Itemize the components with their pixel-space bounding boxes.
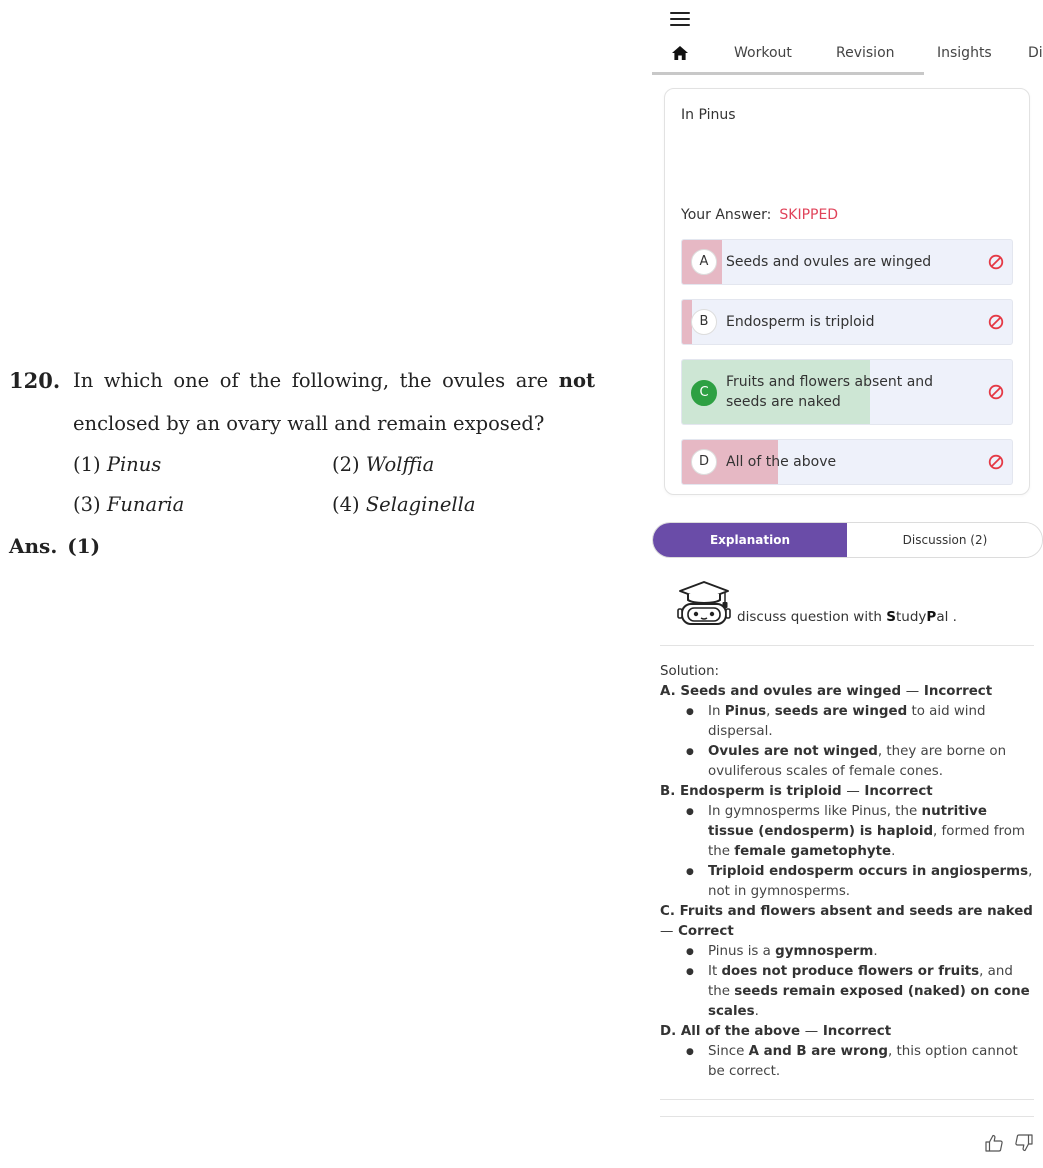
list-item: ● Ovules are not winged, they are borne on ovuliferous scales of female cones. [708, 742, 1036, 782]
option-a-letter: A [691, 249, 717, 275]
option-c-text: Fruits and flowers absent and seeds are naked [726, 374, 934, 410]
studypal-link[interactable]: discuss question with StudyPal . [737, 609, 957, 625]
solution-section [660, 662, 1036, 1082]
list-item: ● In Pinus, seeds are winged to aid wind dispersal. [708, 702, 1036, 742]
divider [660, 645, 1034, 646]
answer-status: SKIPPED [779, 207, 839, 223]
your-answer: Your Answer: SKIPPED [681, 207, 839, 223]
practice-panel [652, 0, 1043, 1168]
tab-revision[interactable]: Revision [836, 45, 895, 61]
option-a[interactable] [681, 239, 1013, 285]
answer-line: Ans. (1) [9, 534, 101, 558]
solution-option-a-heading: A. Seeds and ovules are winged — Incorrect [660, 684, 993, 699]
question-emphasis: not [558, 369, 595, 392]
solution-option-b-points [660, 802, 1036, 902]
solution-option-d-points [660, 1042, 1036, 1082]
thumbs-up-icon[interactable] [984, 1133, 1004, 1153]
tab-active-indicator [652, 72, 924, 75]
option-d-text: All of the above [726, 454, 837, 470]
question-number: 120. [9, 368, 61, 393]
question-line-2: enclosed by an ovary wall and remain exposed? [73, 412, 545, 435]
ban-icon [988, 384, 1004, 400]
hamburger-menu-icon[interactable] [670, 12, 690, 28]
studypal-robot-icon[interactable] [674, 578, 732, 626]
ban-icon [988, 254, 1004, 270]
ban-icon [988, 454, 1004, 470]
top-tabs [652, 40, 1043, 76]
list-item: ● It does not produce flowers or fruits, and the seeds remain exposed (naked) on cone scales. [708, 962, 1036, 1022]
option-c[interactable] [681, 359, 1013, 425]
list-item: ● Since A and B are wrong, this option cannot be correct. [708, 1042, 1036, 1082]
thumbs-down-icon[interactable] [1014, 1133, 1034, 1153]
divider [660, 1116, 1034, 1117]
solution-option-b-heading: B. Endosperm is triploid — Incorrect [660, 784, 933, 799]
tab-insights[interactable]: Insights [937, 45, 992, 61]
tab-explanation[interactable]: Explanation [653, 523, 847, 557]
tab-di[interactable]: Di [1028, 45, 1043, 61]
solution-title: Solution: [660, 664, 720, 679]
home-icon[interactable] [672, 46, 688, 60]
ban-icon [988, 314, 1004, 330]
question-card [664, 88, 1030, 495]
list-item: ● Pinus is a gymnosperm. [708, 942, 1036, 962]
option-a-text: Seeds and ovules are winged [726, 254, 932, 270]
option-b-letter: B [691, 309, 717, 335]
question-option-1: (1) Pinus [73, 453, 162, 476]
explanation-discussion-toggle [652, 522, 1043, 558]
option-b-text: Endosperm is triploid [726, 314, 875, 330]
option-d-letter: D [691, 449, 717, 475]
list-item: ● Triploid endosperm occurs in angiosperms, not in gymnosperms. [708, 862, 1036, 902]
tab-discussion[interactable]: Discussion (2) [848, 523, 1042, 557]
divider [660, 1099, 1034, 1100]
option-c-letter: C [691, 380, 717, 406]
tab-workout[interactable]: Workout [734, 45, 792, 61]
solution-option-c-points [660, 942, 1036, 1022]
solution-option-a-points [660, 702, 1036, 782]
list-item: ● In gymnosperms like Pinus, the nutritive tissue (endosperm) is haploid, formed from the female gametophyte. [708, 802, 1036, 862]
option-d[interactable] [681, 439, 1013, 485]
solution-option-c-heading: C. Fruits and flowers absent and seeds are naked — Correct [660, 904, 1033, 939]
option-b[interactable] [681, 299, 1013, 345]
question-option-2: (2) Wolffia [332, 453, 435, 476]
question-option-3: (3) Funaria [73, 493, 185, 516]
question-option-4: (4) Selaginella [332, 493, 476, 516]
question-line-1: In which one of the following, the ovules are not [73, 369, 595, 392]
solution-option-d-heading: D. All of the above — Incorrect [660, 1024, 892, 1039]
card-question-text: In Pinus [681, 107, 736, 123]
